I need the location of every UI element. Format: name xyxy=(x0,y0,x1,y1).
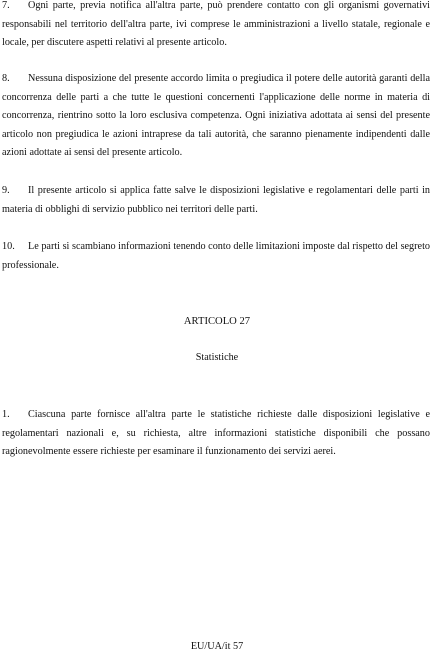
page-footer: EU/UA/it 57 xyxy=(190,641,244,652)
paragraph-number: 1. xyxy=(2,409,10,420)
paragraph-7 xyxy=(2,0,430,53)
paragraph-8 xyxy=(2,70,430,163)
paragraph-number: 9. xyxy=(2,185,10,196)
paragraph-text: Le parti si scambiano informazioni tenendo conto delle limitazioni imposte dal rispetto del segreto professionale. xyxy=(2,241,430,271)
article-subtitle: Statistiche xyxy=(195,352,239,363)
paragraph-text: Ogni parte, previa notifica all'altra parte, può prendere contatto con gli organismi governativi responsabili nel territorio dell'altra parte, ivi comprese le amministrazioni a livello statale, regionale e locale, per discutere aspetti relativi al presente articolo. xyxy=(2,0,430,49)
paragraph-number: 8. xyxy=(2,73,10,84)
paragraph-text: Nessuna disposizione del presente accordo limita o pregiudica il potere delle autorità garanti della concorrenza delle parti a che tutte le questioni concernenti l'applicazione delle norme in materia di concorrenza, rientrino sotto la loro esclusiva competenza. Ogni iniziativa adottata ai sensi del presente articolo non pregiudica le azioni intraprese da tali autorità, che saranno pienamente indipendenti dalle azioni adottate ai sensi del presente articolo. xyxy=(2,73,430,159)
paragraph-10 xyxy=(2,238,430,275)
paragraph-text: Il presente articolo si applica fatte salve le disposizioni legislative e regolamentari delle parti in materia di obblighi di servizio pubblico nei territori delle parti. xyxy=(2,185,430,215)
paragraph-number: 10. xyxy=(2,241,15,252)
paragraph-9 xyxy=(2,182,430,219)
paragraph-number: 7. xyxy=(2,0,10,11)
paragraph-text: Ciascuna parte fornisce all'altra parte le statistiche richieste dalle disposizioni legislative e regolamentari nazionali e, su richiesta, altre informazioni statistiche disponibili che possano ragionevolmente essere richieste per esaminare il funzionamento dei servizi aerei. xyxy=(2,409,430,458)
paragraph-1 xyxy=(2,406,430,462)
article-title: ARTICOLO 27 xyxy=(183,316,251,327)
